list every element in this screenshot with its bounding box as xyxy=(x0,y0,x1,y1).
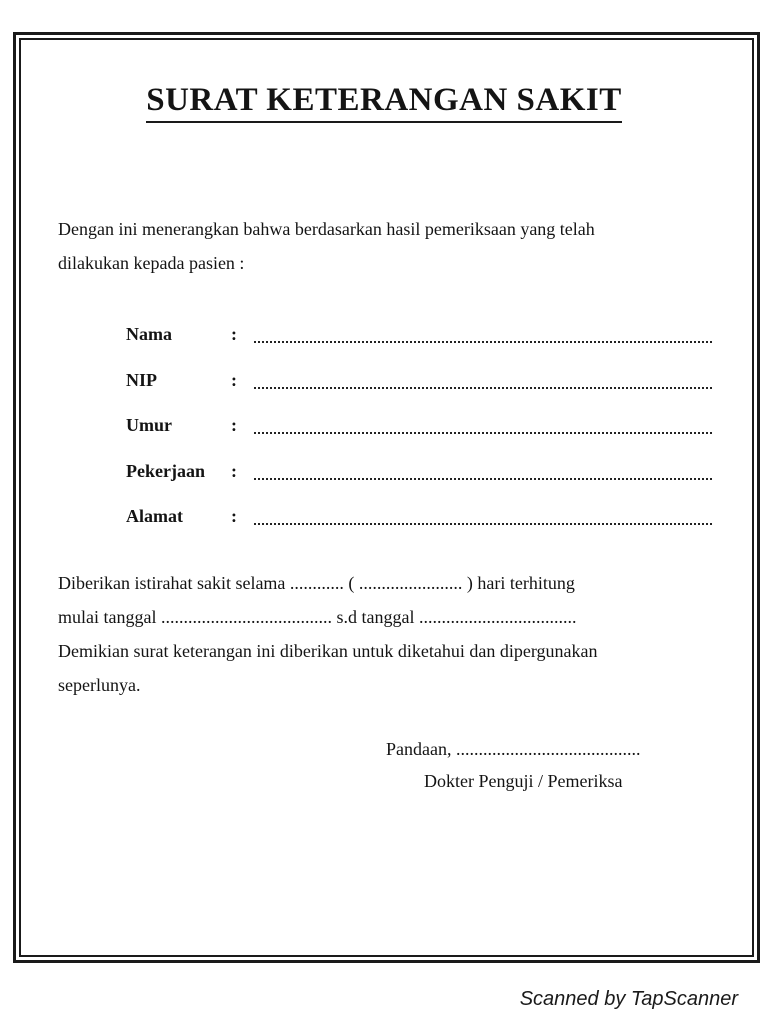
field-nama xyxy=(126,324,716,370)
intro-paragraph xyxy=(58,212,728,280)
field-colon: : xyxy=(231,460,237,481)
signature-role: Dokter Penguji / Pemeriksa xyxy=(424,771,623,791)
field-label-nama: Nama xyxy=(126,324,172,344)
field-colon: : xyxy=(231,369,237,390)
field-blank-nama xyxy=(254,341,712,343)
signature-place-date: Pandaan, ......................................... xyxy=(386,739,641,759)
scanner-watermark: Scanned by TapScanner xyxy=(519,988,738,1010)
field-blank-nip xyxy=(254,387,712,389)
field-alamat xyxy=(126,506,716,552)
patient-fields xyxy=(126,324,716,552)
intro-line-2: dilakukan kepada pasien : xyxy=(58,253,245,273)
field-colon: : xyxy=(231,324,237,344)
body-line-4: seperlunya. xyxy=(58,675,141,695)
field-nip xyxy=(126,370,716,416)
field-pekerjaan xyxy=(126,461,716,507)
field-colon: : xyxy=(231,506,237,526)
intro-line-1: Dengan ini menerangkan bahwa berdasarkan hasil pemeriksaan yang telah xyxy=(58,219,595,239)
signature-block xyxy=(386,733,640,797)
document-title-wrap xyxy=(0,84,768,117)
field-blank-alamat xyxy=(254,523,712,525)
field-label-umur: Umur xyxy=(126,415,172,435)
body-line-1: Diberikan istirahat sakit selama ............ ( ....................... ) hari terhitung xyxy=(58,573,575,593)
field-label-alamat: Alamat xyxy=(126,506,183,526)
field-blank-umur xyxy=(254,432,712,434)
field-umur xyxy=(126,415,716,461)
body-line-3: Demikian surat keterangan ini diberikan untuk diketahui dan dipergunakan xyxy=(58,641,598,661)
field-label-nip: NIP xyxy=(126,369,157,390)
document-title: SURAT KETERANGAN SAKIT xyxy=(146,82,622,123)
field-colon: : xyxy=(231,415,237,435)
field-label-pekerjaan: Pekerjaan xyxy=(126,460,205,481)
field-blank-pekerjaan xyxy=(254,478,712,480)
body-paragraph xyxy=(58,566,728,702)
body-line-2: mulai tanggal ...................................... s.d tanggal ................................... xyxy=(58,607,577,627)
